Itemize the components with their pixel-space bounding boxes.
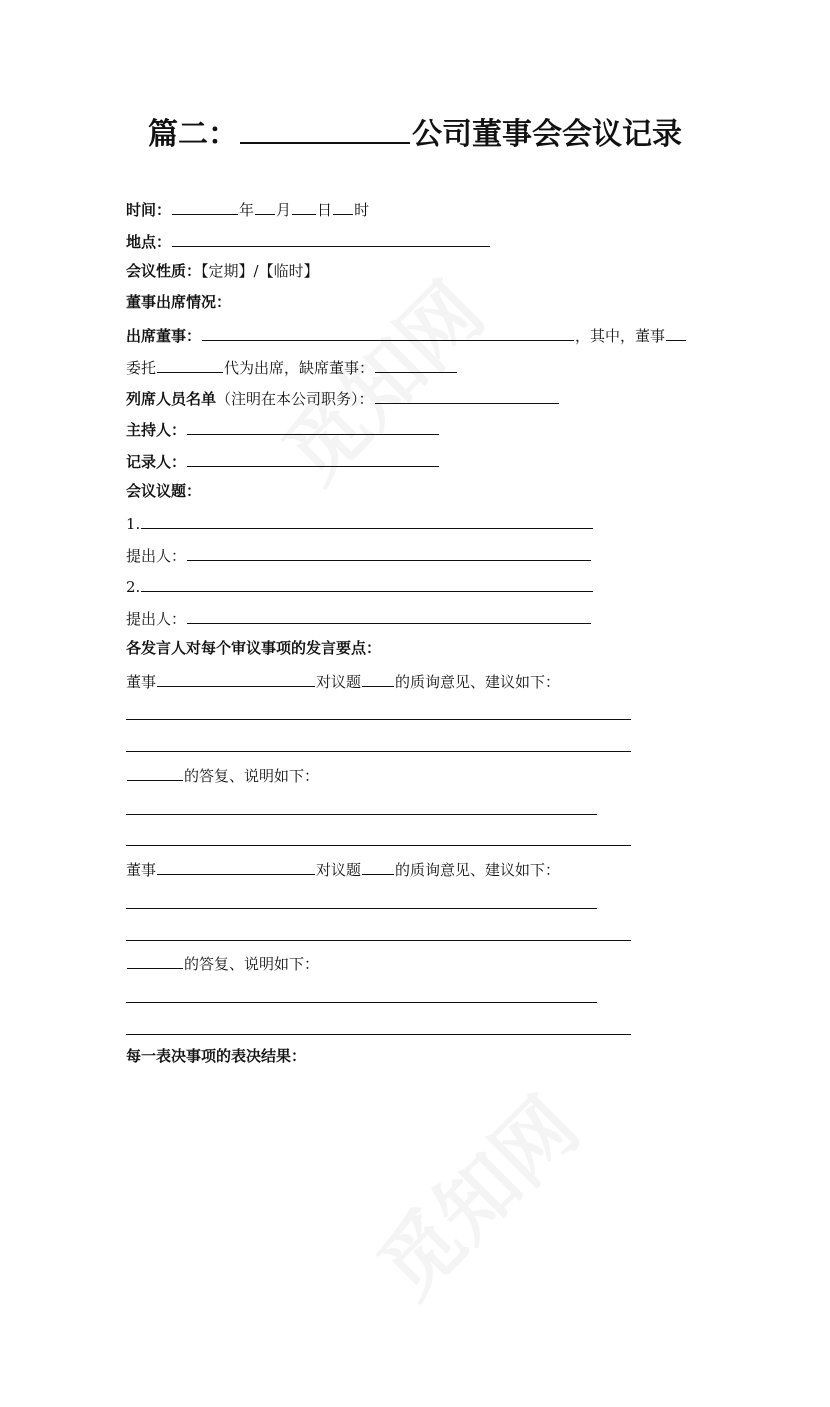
- replier-blank[interactable]: [127, 948, 183, 969]
- reply-label: 的答复、说明如下：: [184, 767, 320, 785]
- director-label: 董事: [126, 861, 157, 879]
- entrusting-director-blank[interactable]: [666, 320, 686, 341]
- day-blank[interactable]: [292, 194, 316, 215]
- results-heading: 每一表决事项的表决结果：: [126, 1047, 307, 1065]
- nature-value: 【定期】/【临时】: [201, 262, 319, 280]
- answer-line[interactable]: [126, 1002, 597, 1003]
- topics-heading: 会议议题：: [126, 482, 202, 500]
- speeches-heading: 各发言人对每个审议事项的发言要点：: [126, 639, 382, 657]
- nature-row: [126, 257, 319, 285]
- reply-row: [126, 760, 319, 788]
- proposer-1-blank[interactable]: [187, 540, 591, 561]
- present-row: [126, 320, 687, 348]
- absent-blank[interactable]: [375, 352, 457, 373]
- host-label: 主持人：: [126, 421, 187, 439]
- year-blank[interactable]: [172, 194, 238, 215]
- on-topic-label: 对议题: [316, 861, 362, 879]
- title-suffix: 公司董事会会议记录: [412, 117, 682, 152]
- answer-line[interactable]: [126, 908, 597, 909]
- opinions-label: 的质询意见、建议如下：: [395, 861, 561, 879]
- title-prefix: 篇二：: [148, 117, 238, 152]
- hour-label: 时: [354, 201, 370, 219]
- answer-line[interactable]: [126, 751, 631, 752]
- proposer-1-row: [126, 540, 592, 568]
- observers-note: （注明在本公司职务）：: [216, 390, 374, 408]
- topic-1-number: 1.: [126, 515, 141, 533]
- topic-2-row: [126, 571, 594, 599]
- opinions-label: 的质询意见、建议如下：: [395, 673, 561, 691]
- present-label: 出席董事：: [126, 327, 202, 345]
- present-blank[interactable]: [202, 320, 574, 341]
- observers-blank[interactable]: [375, 383, 559, 404]
- proposer-2-label: 提出人：: [126, 610, 187, 628]
- watermark: [348, 1053, 702, 1407]
- place-row: [126, 226, 491, 254]
- director-name-blank[interactable]: [157, 854, 315, 875]
- answer-line[interactable]: [126, 940, 631, 941]
- topic-1-row: [126, 508, 594, 536]
- answer-line[interactable]: [126, 814, 597, 815]
- year-label: 年: [239, 201, 255, 219]
- entrust-row: [126, 352, 458, 380]
- replier-blank[interactable]: [127, 760, 183, 781]
- recorder-blank[interactable]: [187, 446, 439, 467]
- director-label: 董事: [126, 673, 157, 691]
- reply-row: [126, 948, 319, 976]
- topic-2-number: 2.: [126, 578, 141, 596]
- topic-2-blank[interactable]: [141, 571, 593, 592]
- time-label: 时间：: [126, 201, 172, 219]
- topic-1-blank[interactable]: [141, 508, 593, 529]
- company-name-blank[interactable]: [240, 108, 410, 144]
- host-blank[interactable]: [187, 414, 439, 435]
- on-topic-label: 对议题: [316, 673, 362, 691]
- recorder-label: 记录人：: [126, 453, 187, 471]
- place-label: 地点：: [126, 233, 172, 251]
- answer-line[interactable]: [126, 1034, 631, 1035]
- answer-line[interactable]: [126, 719, 631, 720]
- proxy-absent-label: 代为出席，缺席董事：: [224, 359, 375, 377]
- page-title: [0, 108, 830, 160]
- hour-blank[interactable]: [333, 194, 353, 215]
- month-blank[interactable]: [255, 194, 275, 215]
- director-name-blank[interactable]: [157, 666, 315, 687]
- nature-label: 会议性质：: [126, 262, 202, 280]
- recorder-row: [126, 446, 440, 474]
- proposer-2-row: [126, 603, 592, 631]
- day-label: 日: [317, 201, 333, 219]
- present-tail: ，其中，董事: [575, 327, 666, 345]
- month-label: 月: [276, 201, 292, 219]
- place-blank[interactable]: [172, 226, 490, 247]
- topic-number-blank[interactable]: [362, 854, 394, 875]
- observers-row: [126, 383, 560, 411]
- director-opinion-row: [126, 666, 560, 694]
- answer-line[interactable]: [126, 845, 631, 846]
- observers-label: 列席人员名单: [126, 390, 217, 408]
- proxy-blank[interactable]: [157, 352, 223, 373]
- host-row: [126, 414, 440, 442]
- time-row: [126, 194, 369, 222]
- proposer-2-blank[interactable]: [187, 603, 591, 624]
- proposer-1-label: 提出人：: [126, 547, 187, 565]
- reply-label: 的答复、说明如下：: [184, 955, 320, 973]
- attendance-heading: 董事出席情况：: [126, 293, 232, 311]
- topic-number-blank[interactable]: [362, 666, 394, 687]
- director-opinion-row: [126, 854, 560, 882]
- entrust-label: 委托: [126, 359, 157, 377]
